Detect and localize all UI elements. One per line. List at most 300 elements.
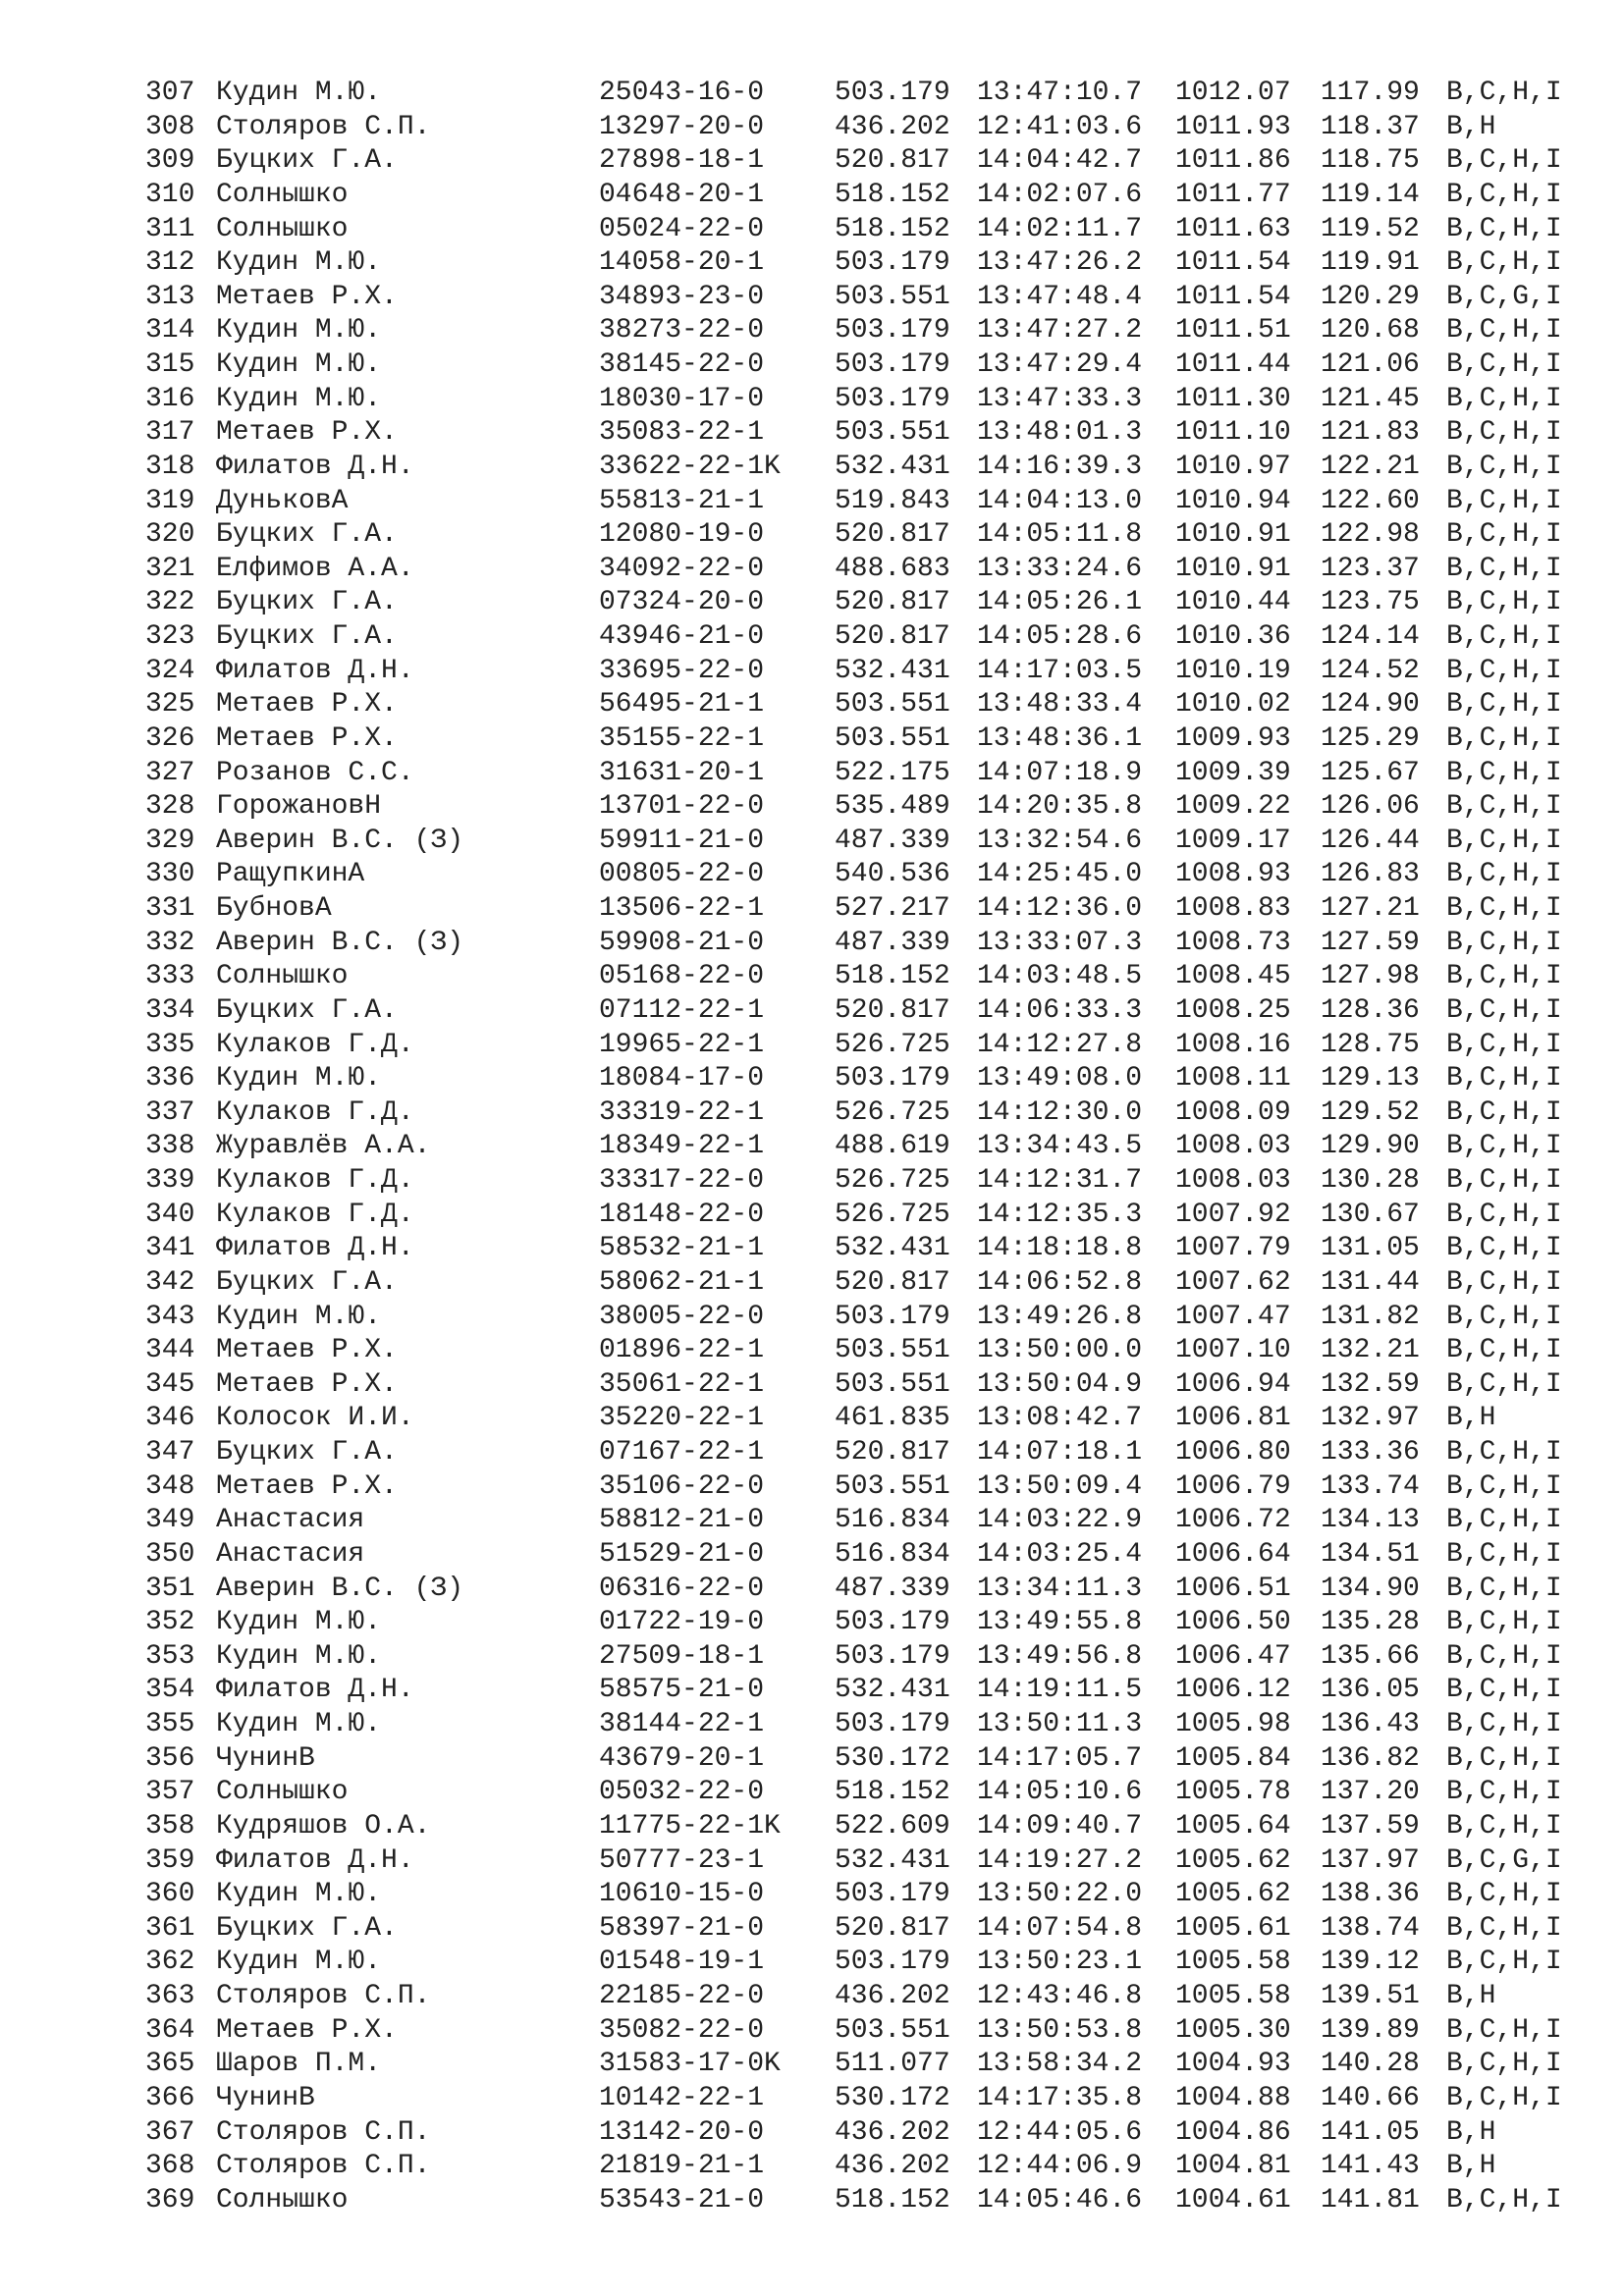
speed: 1008.25 — [1175, 994, 1291, 1026]
category-flags: B,C,H,I — [1446, 1368, 1562, 1400]
coefficient: 119.91 — [1321, 247, 1420, 279]
arrival-time: 14:17:35.8 — [977, 2082, 1143, 2113]
participant-name: Елфимов А.А. — [216, 553, 414, 584]
ring-number: 13506-22-1 — [599, 893, 765, 924]
ring-number: 35155-22-1 — [599, 722, 765, 754]
participant-name: Анастасия — [216, 1505, 365, 1536]
distance: 530.172 — [835, 1742, 950, 1774]
category-flags: B,H — [1446, 2151, 1496, 2182]
coefficient: 122.60 — [1321, 485, 1420, 516]
row-number: 353 — [145, 1640, 195, 1672]
category-flags: B,C,H,I — [1446, 2014, 1562, 2046]
ring-number: 38273-22-0 — [599, 315, 765, 347]
row-number: 319 — [145, 485, 195, 516]
row-number: 340 — [145, 1199, 195, 1230]
distance: 503.179 — [835, 78, 950, 108]
category-flags: B,C,H,I — [1446, 1199, 1562, 1230]
ring-number: 25043-16-0 — [599, 78, 765, 108]
speed: 1009.17 — [1175, 825, 1291, 856]
table-row — [145, 1164, 1598, 1199]
table-row — [145, 1096, 1598, 1131]
distance: 436.202 — [835, 111, 950, 142]
table-row — [145, 416, 1598, 451]
coefficient: 128.36 — [1321, 994, 1420, 1026]
ring-number: 07112-22-1 — [599, 994, 765, 1026]
coefficient: 131.82 — [1321, 1301, 1420, 1332]
table-row — [145, 1946, 1598, 1980]
table-row — [145, 1640, 1598, 1675]
row-number: 311 — [145, 213, 195, 244]
arrival-time: 13:50:11.3 — [977, 1709, 1143, 1739]
arrival-time: 13:50:04.9 — [977, 1368, 1143, 1400]
table-row — [145, 1606, 1598, 1640]
participant-name: Кудин М.Ю. — [216, 1301, 382, 1332]
coefficient: 135.28 — [1321, 1607, 1420, 1638]
row-number: 329 — [145, 825, 195, 856]
table-row — [145, 1878, 1598, 1912]
distance: 518.152 — [835, 179, 950, 210]
row-number: 344 — [145, 1335, 195, 1366]
category-flags: B,C,H,I — [1446, 1675, 1562, 1706]
speed: 1010.36 — [1175, 621, 1291, 652]
participant-name: Столяров С.П. — [216, 2151, 431, 2182]
arrival-time: 13:49:56.8 — [977, 1640, 1143, 1672]
row-number: 360 — [145, 1879, 195, 1910]
ring-number: 35083-22-1 — [599, 417, 765, 449]
distance: 503.179 — [835, 1879, 950, 1910]
distance: 503.551 — [835, 281, 950, 312]
coefficient: 120.29 — [1321, 281, 1420, 312]
coefficient: 139.12 — [1321, 1947, 1420, 1978]
table-row — [145, 179, 1598, 213]
ring-number: 22185-22-0 — [599, 1981, 765, 2011]
coefficient: 119.14 — [1321, 179, 1420, 210]
arrival-time: 13:49:08.0 — [977, 1063, 1143, 1095]
row-number: 317 — [145, 417, 195, 449]
ring-number: 01722-19-0 — [599, 1607, 765, 1638]
row-number: 333 — [145, 961, 195, 992]
coefficient: 132.59 — [1321, 1368, 1420, 1400]
participant-name: Буцких Г.А. — [216, 1912, 398, 1944]
ring-number: 50777-23-1 — [599, 1844, 765, 1876]
speed: 1005.61 — [1175, 1912, 1291, 1944]
speed: 1011.10 — [1175, 417, 1291, 449]
arrival-time: 13:47:29.4 — [977, 349, 1143, 380]
row-number: 352 — [145, 1607, 195, 1638]
speed: 1011.77 — [1175, 179, 1291, 210]
participant-name: Буцких Г.А. — [216, 519, 398, 551]
arrival-time: 13:47:26.2 — [977, 247, 1143, 279]
speed: 1008.93 — [1175, 859, 1291, 890]
participant-name: Столяров С.П. — [216, 1981, 431, 2011]
category-flags: B,C,H,I — [1446, 1335, 1562, 1366]
table-row — [145, 314, 1598, 348]
distance: 503.551 — [835, 1335, 950, 1366]
participant-name: Солнышко — [216, 213, 349, 244]
row-number: 310 — [145, 179, 195, 210]
coefficient: 121.06 — [1321, 349, 1420, 380]
distance: 518.152 — [835, 1777, 950, 1808]
distance: 503.551 — [835, 417, 950, 449]
coefficient: 117.99 — [1321, 78, 1420, 108]
table-row — [145, 1232, 1598, 1266]
arrival-time: 13:48:01.3 — [977, 417, 1143, 449]
row-number: 341 — [145, 1233, 195, 1264]
speed: 1010.44 — [1175, 587, 1291, 618]
arrival-time: 13:49:26.8 — [977, 1301, 1143, 1332]
category-flags: B,C,H,I — [1446, 722, 1562, 754]
speed: 1005.62 — [1175, 1844, 1291, 1876]
category-flags: B,H — [1446, 1981, 1496, 2011]
table-row — [145, 1436, 1598, 1470]
ring-number: 59908-21-0 — [599, 927, 765, 958]
arrival-time: 13:49:55.8 — [977, 1607, 1143, 1638]
coefficient: 130.28 — [1321, 1165, 1420, 1196]
participant-name: Кудин М.Ю. — [216, 247, 382, 279]
ring-number: 19965-22-1 — [599, 1029, 765, 1060]
row-number: 356 — [145, 1742, 195, 1774]
participant-name: БубновА — [216, 893, 332, 924]
category-flags: B,C,H,I — [1446, 1810, 1562, 1842]
ring-number: 07167-22-1 — [599, 1437, 765, 1468]
table-row — [145, 1573, 1598, 1607]
participant-name: Метаев Р.Х. — [216, 1470, 398, 1502]
distance: 503.179 — [835, 1947, 950, 1978]
row-number: 327 — [145, 757, 195, 788]
coefficient: 126.06 — [1321, 791, 1420, 823]
arrival-time: 14:02:07.6 — [977, 179, 1143, 210]
table-row — [145, 2116, 1598, 2151]
distance: 503.179 — [835, 1301, 950, 1332]
ring-number: 55813-21-1 — [599, 485, 765, 516]
category-flags: B,H — [1446, 1403, 1496, 1434]
distance: 532.431 — [835, 1844, 950, 1876]
coefficient: 129.90 — [1321, 1131, 1420, 1162]
distance: 487.339 — [835, 825, 950, 856]
table-row — [145, 892, 1598, 927]
speed: 1008.45 — [1175, 961, 1291, 992]
coefficient: 127.98 — [1321, 961, 1420, 992]
participant-name: Кудин М.Ю. — [216, 1709, 382, 1739]
ring-number: 27898-18-1 — [599, 145, 765, 177]
table-row — [145, 2014, 1598, 2049]
arrival-time: 14:20:35.8 — [977, 791, 1143, 823]
arrival-time: 14:12:35.3 — [977, 1199, 1143, 1230]
speed: 1011.63 — [1175, 213, 1291, 244]
arrival-time: 14:12:30.0 — [977, 1096, 1143, 1128]
coefficient: 137.97 — [1321, 1844, 1420, 1876]
participant-name: Столяров С.П. — [216, 111, 431, 142]
coefficient: 136.43 — [1321, 1709, 1420, 1739]
arrival-time: 14:12:36.0 — [977, 893, 1143, 924]
category-flags: B,C,H,I — [1446, 519, 1562, 551]
coefficient: 141.05 — [1321, 2116, 1420, 2148]
ring-number: 35220-22-1 — [599, 1403, 765, 1434]
row-number: 336 — [145, 1063, 195, 1095]
category-flags: B,C,H,I — [1446, 1742, 1562, 1774]
category-flags: B,C,H,I — [1446, 383, 1562, 414]
participant-name: Филатов Д.Н. — [216, 1844, 414, 1876]
table-row — [145, 1266, 1598, 1301]
coefficient: 134.13 — [1321, 1505, 1420, 1536]
arrival-time: 12:44:05.6 — [977, 2116, 1143, 2148]
category-flags: B,C,H,I — [1446, 1233, 1562, 1264]
category-flags: B,C,H,I — [1446, 859, 1562, 890]
arrival-time: 14:04:13.0 — [977, 485, 1143, 516]
row-number: 369 — [145, 2184, 195, 2216]
table-row — [145, 1844, 1598, 1879]
arrival-time: 13:50:22.0 — [977, 1879, 1143, 1910]
distance: 503.179 — [835, 1607, 950, 1638]
participant-name: Метаев Р.Х. — [216, 722, 398, 754]
row-number: 316 — [145, 383, 195, 414]
table-row — [145, 1810, 1598, 1844]
coefficient: 122.21 — [1321, 451, 1420, 482]
category-flags: B,C,H,I — [1446, 1437, 1562, 1468]
distance: 520.817 — [835, 519, 950, 551]
table-row — [145, 1776, 1598, 1810]
speed: 1011.51 — [1175, 315, 1291, 347]
ring-number: 58575-21-0 — [599, 1675, 765, 1706]
category-flags: B,C,H,I — [1446, 621, 1562, 652]
category-flags: B,C,H,I — [1446, 1947, 1562, 1978]
participant-name: Столяров С.П. — [216, 2116, 431, 2148]
speed: 1011.93 — [1175, 111, 1291, 142]
distance: 526.725 — [835, 1199, 950, 1230]
speed: 1006.94 — [1175, 1368, 1291, 1400]
ring-number: 14058-20-1 — [599, 247, 765, 279]
row-number: 334 — [145, 994, 195, 1026]
speed: 1004.88 — [1175, 2082, 1291, 2113]
coefficient: 124.52 — [1321, 655, 1420, 686]
table-row — [145, 2048, 1598, 2082]
distance: 519.843 — [835, 485, 950, 516]
category-flags: B,C,H,I — [1446, 1301, 1562, 1332]
participant-name: Журавлёв А.А. — [216, 1131, 431, 1162]
table-row — [145, 2184, 1598, 2218]
ring-number: 56495-21-1 — [599, 689, 765, 721]
distance: 520.817 — [835, 1912, 950, 1944]
speed: 1010.19 — [1175, 655, 1291, 686]
category-flags: B,C,H,I — [1446, 213, 1562, 244]
speed: 1006.72 — [1175, 1505, 1291, 1536]
table-row — [145, 1742, 1598, 1777]
ring-number: 13142-20-0 — [599, 2116, 765, 2148]
arrival-time: 13:47:33.3 — [977, 383, 1143, 414]
speed: 1008.03 — [1175, 1131, 1291, 1162]
ring-number: 13297-20-0 — [599, 111, 765, 142]
distance: 526.725 — [835, 1029, 950, 1060]
distance: 487.339 — [835, 927, 950, 958]
row-number: 318 — [145, 451, 195, 482]
arrival-time: 13:32:54.6 — [977, 825, 1143, 856]
row-number: 325 — [145, 689, 195, 721]
ring-number: 06316-22-0 — [599, 1573, 765, 1604]
speed: 1011.86 — [1175, 145, 1291, 177]
participant-name: Солнышко — [216, 961, 349, 992]
category-flags: B,C,G,I — [1446, 281, 1562, 312]
participant-name: Буцких Г.А. — [216, 1266, 398, 1298]
speed: 1007.92 — [1175, 1199, 1291, 1230]
ring-number: 27509-18-1 — [599, 1640, 765, 1672]
distance: 520.817 — [835, 994, 950, 1026]
table-row — [145, 1062, 1598, 1096]
distance: 522.609 — [835, 1810, 950, 1842]
distance: 532.431 — [835, 1675, 950, 1706]
ring-number: 00805-22-0 — [599, 859, 765, 890]
coefficient: 140.28 — [1321, 2049, 1420, 2080]
arrival-time: 14:03:22.9 — [977, 1505, 1143, 1536]
category-flags: B,C,H,I — [1446, 1607, 1562, 1638]
speed: 1009.93 — [1175, 722, 1291, 754]
row-number: 354 — [145, 1675, 195, 1706]
table-row — [145, 1674, 1598, 1708]
speed: 1007.10 — [1175, 1335, 1291, 1366]
row-number: 368 — [145, 2151, 195, 2182]
arrival-time: 13:08:42.7 — [977, 1403, 1143, 1434]
coefficient: 139.51 — [1321, 1981, 1420, 2011]
participant-name: Солнышко — [216, 2184, 349, 2216]
distance: 503.551 — [835, 689, 950, 721]
ring-number: 58062-21-1 — [599, 1266, 765, 1298]
row-number: 343 — [145, 1301, 195, 1332]
table-row — [145, 348, 1598, 383]
category-flags: B,C,H,I — [1446, 2184, 1562, 2216]
distance: 530.172 — [835, 2082, 950, 2113]
participant-name: Кудин М.Ю. — [216, 1607, 382, 1638]
row-number: 321 — [145, 553, 195, 584]
category-flags: B,C,H,I — [1446, 994, 1562, 1026]
category-flags: B,C,H,I — [1446, 1266, 1562, 1298]
speed: 1011.44 — [1175, 349, 1291, 380]
speed: 1009.39 — [1175, 757, 1291, 788]
row-number: 350 — [145, 1538, 195, 1570]
arrival-time: 13:50:00.0 — [977, 1335, 1143, 1366]
coefficient: 137.59 — [1321, 1810, 1420, 1842]
participant-name: ГорожановН — [216, 791, 382, 823]
coefficient: 136.82 — [1321, 1742, 1420, 1774]
coefficient: 121.45 — [1321, 383, 1420, 414]
coefficient: 131.05 — [1321, 1233, 1420, 1264]
distance: 503.179 — [835, 1063, 950, 1095]
participant-name: Кулаков Г.Д. — [216, 1029, 414, 1060]
row-number: 346 — [145, 1403, 195, 1434]
distance: 488.683 — [835, 553, 950, 584]
arrival-time: 14:05:46.6 — [977, 2184, 1143, 2216]
row-number: 332 — [145, 927, 195, 958]
row-number: 328 — [145, 791, 195, 823]
participant-name: Розанов С.С. — [216, 757, 414, 788]
speed: 1006.80 — [1175, 1437, 1291, 1468]
arrival-time: 14:17:03.5 — [977, 655, 1143, 686]
arrival-time: 13:50:23.1 — [977, 1947, 1143, 1978]
distance: 503.179 — [835, 1640, 950, 1672]
participant-name: Филатов Д.Н. — [216, 451, 414, 482]
ring-number: 59911-21-0 — [599, 825, 765, 856]
row-number: 322 — [145, 587, 195, 618]
category-flags: B,C,H,I — [1446, 417, 1562, 449]
arrival-time: 14:07:54.8 — [977, 1912, 1143, 1944]
row-number: 315 — [145, 349, 195, 380]
ring-number: 12080-19-0 — [599, 519, 765, 551]
participant-name: Буцких Г.А. — [216, 1437, 398, 1468]
ring-number: 01548-19-1 — [599, 1947, 765, 1978]
table-row — [145, 383, 1598, 417]
row-number: 326 — [145, 722, 195, 754]
results-table — [145, 77, 1598, 2217]
row-number: 362 — [145, 1947, 195, 1978]
distance: 526.725 — [835, 1096, 950, 1128]
category-flags: B,C,H,I — [1446, 1165, 1562, 1196]
participant-name: Кулаков Г.Д. — [216, 1165, 414, 1196]
participant-name: Буцких Г.А. — [216, 145, 398, 177]
distance: 520.817 — [835, 587, 950, 618]
row-number: 366 — [145, 2082, 195, 2113]
row-number: 351 — [145, 1573, 195, 1604]
distance: 503.551 — [835, 722, 950, 754]
table-row — [145, 1199, 1598, 1233]
speed: 1010.91 — [1175, 553, 1291, 584]
ring-number: 38145-22-0 — [599, 349, 765, 380]
speed: 1005.58 — [1175, 1947, 1291, 1978]
row-number: 323 — [145, 621, 195, 652]
arrival-time: 13:33:24.6 — [977, 553, 1143, 584]
ring-number: 34893-23-0 — [599, 281, 765, 312]
speed: 1004.61 — [1175, 2184, 1291, 2216]
category-flags: B,C,H,I — [1446, 655, 1562, 686]
speed: 1008.83 — [1175, 893, 1291, 924]
table-row — [145, 77, 1598, 111]
row-number: 337 — [145, 1096, 195, 1128]
arrival-time: 14:06:33.3 — [977, 994, 1143, 1026]
participant-name: Кулаков Г.Д. — [216, 1199, 414, 1230]
row-number: 359 — [145, 1844, 195, 1876]
participant-name: Колосок И.И. — [216, 1403, 414, 1434]
table-row — [145, 2082, 1598, 2116]
participant-name: Кудин М.Ю. — [216, 1640, 382, 1672]
participant-name: Метаев Р.Х. — [216, 1368, 398, 1400]
distance: 503.179 — [835, 349, 950, 380]
table-row — [145, 1402, 1598, 1436]
coefficient: 120.68 — [1321, 315, 1420, 347]
coefficient: 125.67 — [1321, 757, 1420, 788]
ring-number: 31583-17-0K — [599, 2049, 781, 2080]
participant-name: Аверин В.С. (З) — [216, 1573, 464, 1604]
table-row — [145, 1538, 1598, 1573]
speed: 1012.07 — [1175, 78, 1291, 108]
ring-number: 33622-22-1K — [599, 451, 781, 482]
arrival-time: 13:47:10.7 — [977, 78, 1143, 108]
coefficient: 121.83 — [1321, 417, 1420, 449]
coefficient: 126.83 — [1321, 859, 1420, 890]
table-row — [145, 2150, 1598, 2184]
category-flags: B,C,H,I — [1446, 1096, 1562, 1128]
participant-name: Метаев Р.Х. — [216, 689, 398, 721]
table-row — [145, 790, 1598, 825]
ring-number: 58532-21-1 — [599, 1233, 765, 1264]
participant-name: Кулаков Г.Д. — [216, 1096, 414, 1128]
ring-number: 10610-15-0 — [599, 1879, 765, 1910]
speed: 1010.02 — [1175, 689, 1291, 721]
ring-number: 04648-20-1 — [599, 179, 765, 210]
arrival-time: 12:44:06.9 — [977, 2151, 1143, 2182]
ring-number: 58397-21-0 — [599, 1912, 765, 1944]
category-flags: B,C,H,I — [1446, 1573, 1562, 1604]
table-row — [145, 1980, 1598, 2014]
arrival-time: 14:05:11.8 — [977, 519, 1143, 551]
participant-name: Буцких Г.А. — [216, 587, 398, 618]
ring-number: 31631-20-1 — [599, 757, 765, 788]
